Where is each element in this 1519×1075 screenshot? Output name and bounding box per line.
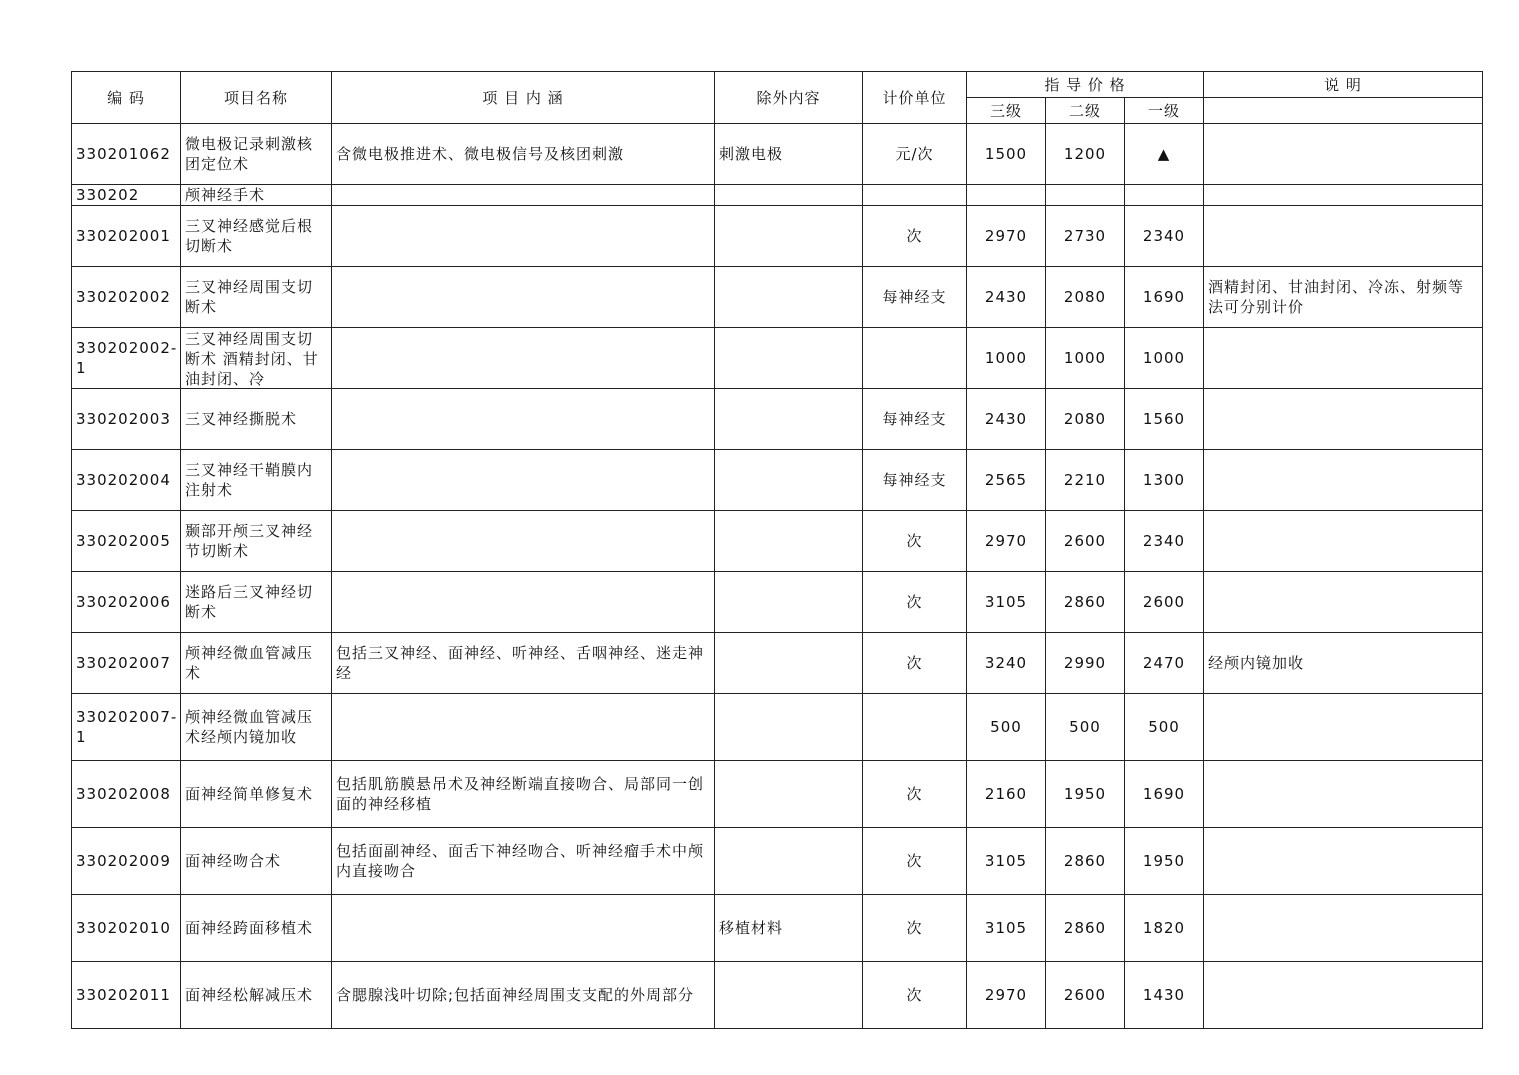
exclude-cell: [715, 694, 863, 761]
content-cell: [332, 328, 715, 389]
code-cell: 330202010: [72, 895, 181, 962]
note-cell: 经颅内镜加收: [1204, 633, 1483, 694]
table-row: [72, 828, 1483, 895]
exclude-cell: 刺激电极: [715, 124, 863, 185]
name-cell: [181, 328, 332, 389]
header-price: 指 导 价 格: [967, 72, 1204, 98]
price-level1-cell: 2340: [1125, 511, 1204, 572]
name-cell: 三叉神经干鞘膜内注射术: [181, 450, 332, 511]
code-cell: 330202003: [72, 389, 181, 450]
note-cell: [1204, 206, 1483, 267]
empty-cell: [1046, 185, 1125, 206]
empty-cell: [715, 185, 863, 206]
price-level2-cell: 2210: [1046, 450, 1125, 511]
note-cell: [1204, 761, 1483, 828]
note-cell: [1204, 450, 1483, 511]
code-cell: 330202007-1: [72, 694, 181, 761]
unit-cell: 每神经支: [863, 450, 967, 511]
header-level2: 二级: [1046, 98, 1125, 124]
note-cell: [1204, 895, 1483, 962]
content-cell: 包括三叉神经、面神经、听神经、舌咽神经、迷走神经: [332, 633, 715, 694]
table-row: [72, 206, 1483, 267]
note-cell: [1204, 962, 1483, 1029]
price-level2-cell: 2600: [1046, 962, 1125, 1029]
price-level3-cell: 500: [967, 694, 1046, 761]
header-level3: 三级: [967, 98, 1046, 124]
table-row: [72, 450, 1483, 511]
empty-cell: [967, 185, 1046, 206]
price-level3-cell: 2430: [967, 267, 1046, 328]
header-content: 项 目 内 涵: [332, 72, 715, 124]
price-level3-cell: 2160: [967, 761, 1046, 828]
name-cell: 三叉神经撕脱术: [181, 389, 332, 450]
exclude-cell: [715, 267, 863, 328]
exclude-cell: [715, 328, 863, 389]
exclude-cell: [715, 962, 863, 1029]
header-name: 项目名称: [181, 72, 332, 124]
name-cell: 微电极记录刺激核团定位术: [181, 124, 332, 185]
content-cell: 包括肌筋膜悬吊术及神经断端直接吻合、局部同一创面的神经移植: [332, 761, 715, 828]
exclude-cell: [715, 389, 863, 450]
name-cell: 面神经松解减压术: [181, 962, 332, 1029]
price-level3-cell: 3105: [967, 572, 1046, 633]
note-cell: [1204, 389, 1483, 450]
price-level2-cell: 2860: [1046, 828, 1125, 895]
header-code: 编 码: [72, 72, 181, 124]
exclude-cell: 移植材料: [715, 895, 863, 962]
price-table: [71, 71, 1483, 1029]
table-row: [72, 124, 1483, 185]
price-level3-cell: 3105: [967, 895, 1046, 962]
price-level1-cell: ▲: [1125, 124, 1204, 185]
price-level3-cell: 2970: [967, 206, 1046, 267]
price-level2-cell: 2080: [1046, 267, 1125, 328]
price-level1-cell: 1690: [1125, 267, 1204, 328]
unit-cell: 每神经支: [863, 267, 967, 328]
price-level1-cell: 1300: [1125, 450, 1204, 511]
empty-cell: [1125, 185, 1204, 206]
unit-cell: 次: [863, 828, 967, 895]
header-note: 说 明: [1204, 72, 1483, 98]
content-cell: [332, 694, 715, 761]
price-level3-cell: 1500: [967, 124, 1046, 185]
unit-cell: 次: [863, 206, 967, 267]
header-level1: 一级: [1125, 98, 1204, 124]
price-level2-cell: 2990: [1046, 633, 1125, 694]
name-cell: 面神经跨面移植术: [181, 895, 332, 962]
content-cell: [332, 389, 715, 450]
price-level3-cell: 2565: [967, 450, 1046, 511]
name-cell: 面神经吻合术: [181, 828, 332, 895]
table-row: [72, 572, 1483, 633]
price-level3-cell: 1000: [967, 328, 1046, 389]
code-cell: 330202002: [72, 267, 181, 328]
price-level2-cell: 2860: [1046, 895, 1125, 962]
exclude-cell: [715, 511, 863, 572]
code-cell: 330202001: [72, 206, 181, 267]
content-cell: 含腮腺浅叶切除;包括面神经周围支支配的外周部分: [332, 962, 715, 1029]
price-level2-cell: 500: [1046, 694, 1125, 761]
price-level3-cell: 3105: [967, 828, 1046, 895]
name-cell: 颅神经手术: [181, 185, 332, 206]
exclude-cell: [715, 572, 863, 633]
price-level2-cell: 2860: [1046, 572, 1125, 633]
name-cell: 颞部开颅三叉神经节切断术: [181, 511, 332, 572]
unit-cell: 次: [863, 511, 967, 572]
note-cell: [1204, 572, 1483, 633]
empty-cell: [863, 185, 967, 206]
exclude-cell: [715, 206, 863, 267]
name-cell: 三叉神经周围支切断术: [181, 267, 332, 328]
code-cell: 330202009: [72, 828, 181, 895]
price-level1-cell: 1000: [1125, 328, 1204, 389]
unit-cell: [863, 694, 967, 761]
code-cell: 330202011: [72, 962, 181, 1029]
table-row: [72, 895, 1483, 962]
table-row: [72, 267, 1483, 328]
content-cell: [332, 206, 715, 267]
price-level2-cell: 2730: [1046, 206, 1125, 267]
code-cell: 330202007: [72, 633, 181, 694]
code-cell: 330202002-1: [72, 328, 181, 389]
table-row: [72, 761, 1483, 828]
unit-cell: 次: [863, 633, 967, 694]
price-level2-cell: 2600: [1046, 511, 1125, 572]
table-row: [72, 511, 1483, 572]
note-cell: [1204, 124, 1483, 185]
header-exclude: 除外内容: [715, 72, 863, 124]
price-level1-cell: 1690: [1125, 761, 1204, 828]
table-row: [72, 962, 1483, 1029]
note-cell: [1204, 828, 1483, 895]
exclude-cell: [715, 828, 863, 895]
name-cell: 颅神经微血管减压术经颅内镜加收: [181, 694, 332, 761]
price-level1-cell: 2470: [1125, 633, 1204, 694]
note-cell: [1204, 694, 1483, 761]
code-cell: 330202008: [72, 761, 181, 828]
exclude-cell: [715, 633, 863, 694]
table-row: [72, 694, 1483, 761]
content-cell: [332, 511, 715, 572]
name-cell: 颅神经微血管减压术: [181, 633, 332, 694]
note-cell: 酒精封闭、甘油封闭、冷冻、射频等法可分别计价: [1204, 267, 1483, 328]
unit-cell: 次: [863, 761, 967, 828]
table-row: [72, 633, 1483, 694]
table-row: [72, 389, 1483, 450]
price-level1-cell: 2600: [1125, 572, 1204, 633]
unit-cell: 每神经支: [863, 389, 967, 450]
code-cell: 330202: [72, 185, 181, 206]
price-level1-cell: 500: [1125, 694, 1204, 761]
exclude-cell: [715, 761, 863, 828]
table-row: [72, 328, 1483, 389]
content-cell: [332, 895, 715, 962]
name-cell: 三叉神经感觉后根切断术: [181, 206, 332, 267]
unit-cell: 次: [863, 572, 967, 633]
subheading-row: [72, 185, 1483, 206]
price-level2-cell: 2080: [1046, 389, 1125, 450]
price-level3-cell: 2970: [967, 511, 1046, 572]
unit-cell: 次: [863, 895, 967, 962]
price-level1-cell: 1820: [1125, 895, 1204, 962]
content-cell: 包括面副神经、面舌下神经吻合、听神经瘤手术中颅内直接吻合: [332, 828, 715, 895]
empty-cell: [332, 185, 715, 206]
unit-cell: [863, 328, 967, 389]
code-cell: 330202004: [72, 450, 181, 511]
note-cell: [1204, 511, 1483, 572]
header-unit: 计价单位: [863, 72, 967, 124]
header-note-blank: [1204, 98, 1483, 124]
price-level2-cell: 1200: [1046, 124, 1125, 185]
price-level1-cell: 1560: [1125, 389, 1204, 450]
code-cell: 330202006: [72, 572, 181, 633]
price-level1-cell: 1950: [1125, 828, 1204, 895]
content-cell: [332, 450, 715, 511]
content-cell: [332, 267, 715, 328]
exclude-cell: [715, 450, 863, 511]
content-cell: 含微电极推进术、微电极信号及核团刺激: [332, 124, 715, 185]
price-level1-cell: 2340: [1125, 206, 1204, 267]
price-level2-cell: 1000: [1046, 328, 1125, 389]
content-cell: [332, 572, 715, 633]
price-level1-cell: 1430: [1125, 962, 1204, 1029]
name-cell: 迷路后三叉神经切断术: [181, 572, 332, 633]
price-level3-cell: 3240: [967, 633, 1046, 694]
code-cell: 330202005: [72, 511, 181, 572]
unit-cell: 元/次: [863, 124, 967, 185]
name-text: 三叉神经周围支切断术 酒精封闭、甘油封闭、冷: [185, 330, 319, 387]
price-level3-cell: 2430: [967, 389, 1046, 450]
code-cell: 330201062: [72, 124, 181, 185]
price-level3-cell: 2970: [967, 962, 1046, 1029]
note-cell: [1204, 328, 1483, 389]
name-cell: 面神经简单修复术: [181, 761, 332, 828]
empty-cell: [1204, 185, 1483, 206]
price-level2-cell: 1950: [1046, 761, 1125, 828]
unit-cell: 次: [863, 962, 967, 1029]
